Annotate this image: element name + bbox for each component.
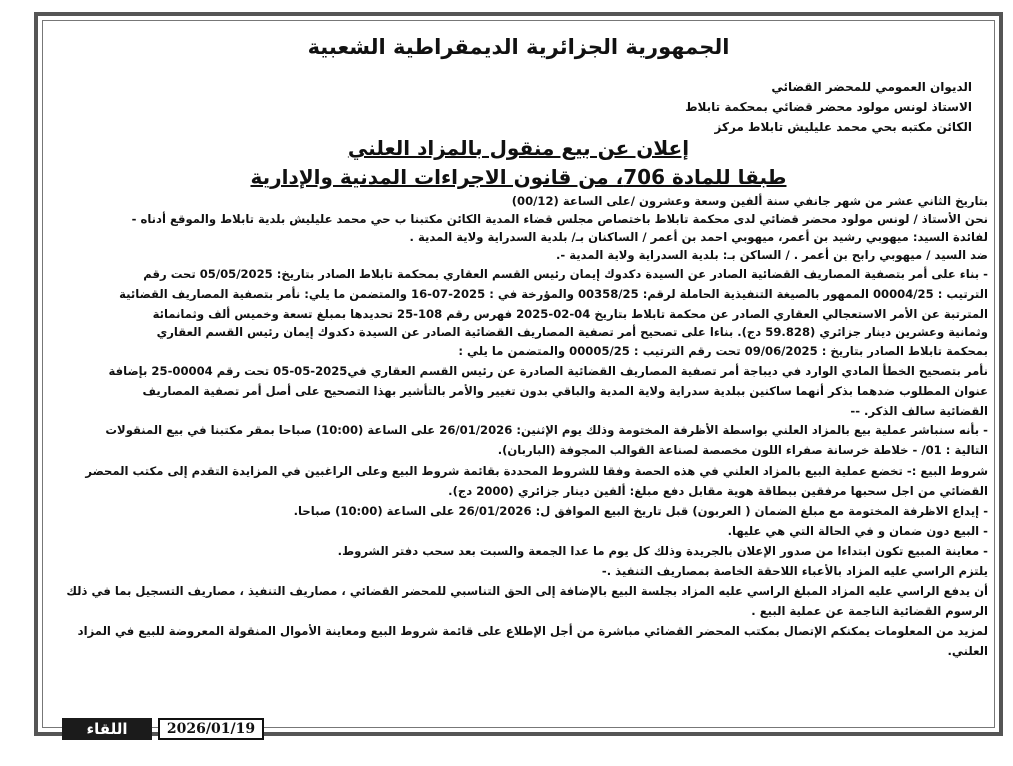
body-line: ضد السيد / ميهوبي رابح بن أعمر . / الساكن بـ: بلدية السدراية ولاية المدية -.: [555, 248, 988, 262]
body-line: عنوان المطلوب ضدهما بذكر أنهما ساكنين ببلدية سدراية ولاية المدية والباقي بدون تغيير والأمر بالتأشير بهذا التصحيح على أصل أمر تصفية المصاريف: [142, 384, 988, 398]
body-line: القضائي من اجل سحبها مرفقين ببطاقة هوية مقابل دفع مبلغ: ألفين دينار جزائري (2000 دج).: [448, 484, 988, 498]
body-line: بتاريخ الثاني عشر من شهر جانفي سنة ألفين وسعة وعشرون /على الساعة (00/12): [511, 194, 988, 208]
body-line: بمحكمة تابلاط الصادر بتاريخ : 09/06/2025 تحت رقم الترتيب : 00005/25 والمتضمن ما يلي :: [458, 344, 988, 358]
body-line: أن يدفع الراسي عليه المزاد المبلغ الراسي عليه المزاد بجلسة البيع بالإضافة إلى الحق التناسبي للمحضر القضائي ، مصاريف التنفيذ ، مصاريف التسجيل بما في ذلك: [66, 584, 988, 598]
publication-date: 2026/01/19: [158, 718, 264, 740]
bailiff-name: الاستاذ لونس مولود محضر قضائي بمحكمة تابلاط: [685, 100, 972, 114]
document-frame: [34, 12, 1003, 736]
body-line: الترتيب : 00004/25 الممهور بالصيغة التنفيذية الحاملة لرقم: 00358/25 والمؤرخة في : 2025-07-16 والمتضمن ما يلي: نأمر بتصفية المصاريف القضائية: [119, 287, 988, 301]
body-line: المترتبة عن الأمر الاستعجالي العقاري الصادر عن محكمة تابلاط بتاريخ 04-02-2025 فهرس رقم 108-25 تحديدها بمبلغ تسعة وخميس ألف وثمانمائة: [152, 307, 988, 321]
body-line: - معاينة المبيع تكون ابتداءا من صدور الإعلان بالجريدة وذلك كل يوم ما عدا الجمعة والسبت بعد سحب دفتر الشروط.: [337, 544, 988, 558]
document-inner-border: [42, 20, 995, 728]
body-line: - بأنه سنباشر عملية بيع بالمزاد العلني بواسطة الأظرفة المختومة وذلك يوم الإثنين: 26/01/2026 على الساعة (10:00) صباحا بمقر مكتبنا في بيع المنقولات: [105, 423, 988, 437]
body-line: القضائية سالف الذكر. --: [850, 404, 988, 418]
body-line: - البيع دون ضمان و في الحالة التي هي عليها.: [727, 524, 988, 538]
body-line: التالية : 01/ - خلاطة خرسانة صفراء اللون مخصصة لصناعة القوالب المجوفة (الباربان).: [497, 443, 988, 457]
notice-title: إعلان عن بيع منقول بالمزاد العلني: [347, 136, 690, 160]
body-line: يلتزم الراسي عليه المزاد بالأعباء اللاحقة الخاصة بمصاريف التنفيذ .-: [601, 564, 988, 578]
body-line: وثمانية وعشرين دينار جزائري (59.828 دج). بناءا على تصحيح أمر تصفية المصاريف القضائية الصادر عن السيدة دكدوك إيمان رئيس القسم العقاري: [156, 325, 988, 339]
notice-subtitle: طبقا للمادة 706، من قانون الاجراءات المدنية والإدارية: [250, 165, 787, 189]
republic-heading: الجمهورية الجزائرية الديمقراطية الشعبية: [307, 35, 730, 59]
body-line: نأمر بتصحيح الخطأ المادي الوارد في ديباجة أمر تصفية المصاريف القضائية الصادرة عن رئيس القسم العقاري في2025-05-05 تحت رقم 00004-25 بإضافة: [108, 364, 988, 378]
body-line: لمزيد من المعلومات يمكنكم الإتصال بمكتب المحضر القضائي مباشرة من أجل الإطلاع على قائمة شروط البيع ومعاينة الأموال المنقولة المعروضة للبيع في المزاد: [77, 624, 988, 638]
body-line: الرسوم القضائية الناجمة عن عملية البيع .: [751, 604, 988, 618]
body-line: نحن الأستاذ / لونس مولود محضر قضائي لدى محكمة تابلاط باختصاص مجلس قضاء المدية الكائن مكتبنا ب حي محمد عليليش بلدية تابلاط والموقع أدناه -: [131, 212, 988, 226]
body-line: - إيداع الاظرفة المختومة مع مبلغ الضمان ( العربون) قبل تاريخ البيع الموافق ل: 26/01/2026 على الساعة (10:00) صباحا.: [293, 504, 988, 518]
body-line: شروط البيع :- تخضع عملية البيع بالمزاد العلني في هذه الحصة وفقا للشروط المحددة بقائمة شروط البيع وعلى الراغبين في المزايدة التقدم إلى مكتب المحضر: [85, 464, 988, 478]
body-line: العلني.: [947, 644, 988, 658]
newspaper-label: اللقاء: [62, 718, 152, 740]
office-address: الكائن مكتبه بحي محمد عليليش تابلاط مركز: [714, 120, 972, 134]
body-line: - بناء على أمر بتصفية المصاريف القضائية الصادر عن السيدة دكدوك إيمان رئيس القسم العقاري بمحكمة تابلاط الصادر بتاريخ: 05/05/2025 تحت رقم: [143, 267, 988, 281]
office-name: الديوان العمومي للمحضر القضائي: [771, 80, 972, 94]
body-line: لفائدة السيد: ميهوبي رشيد بن أعمر، ميهوبي احمد بن أعمر / الساكنان بـ/ بلدية السدراية ولاية المدية .: [409, 230, 988, 244]
